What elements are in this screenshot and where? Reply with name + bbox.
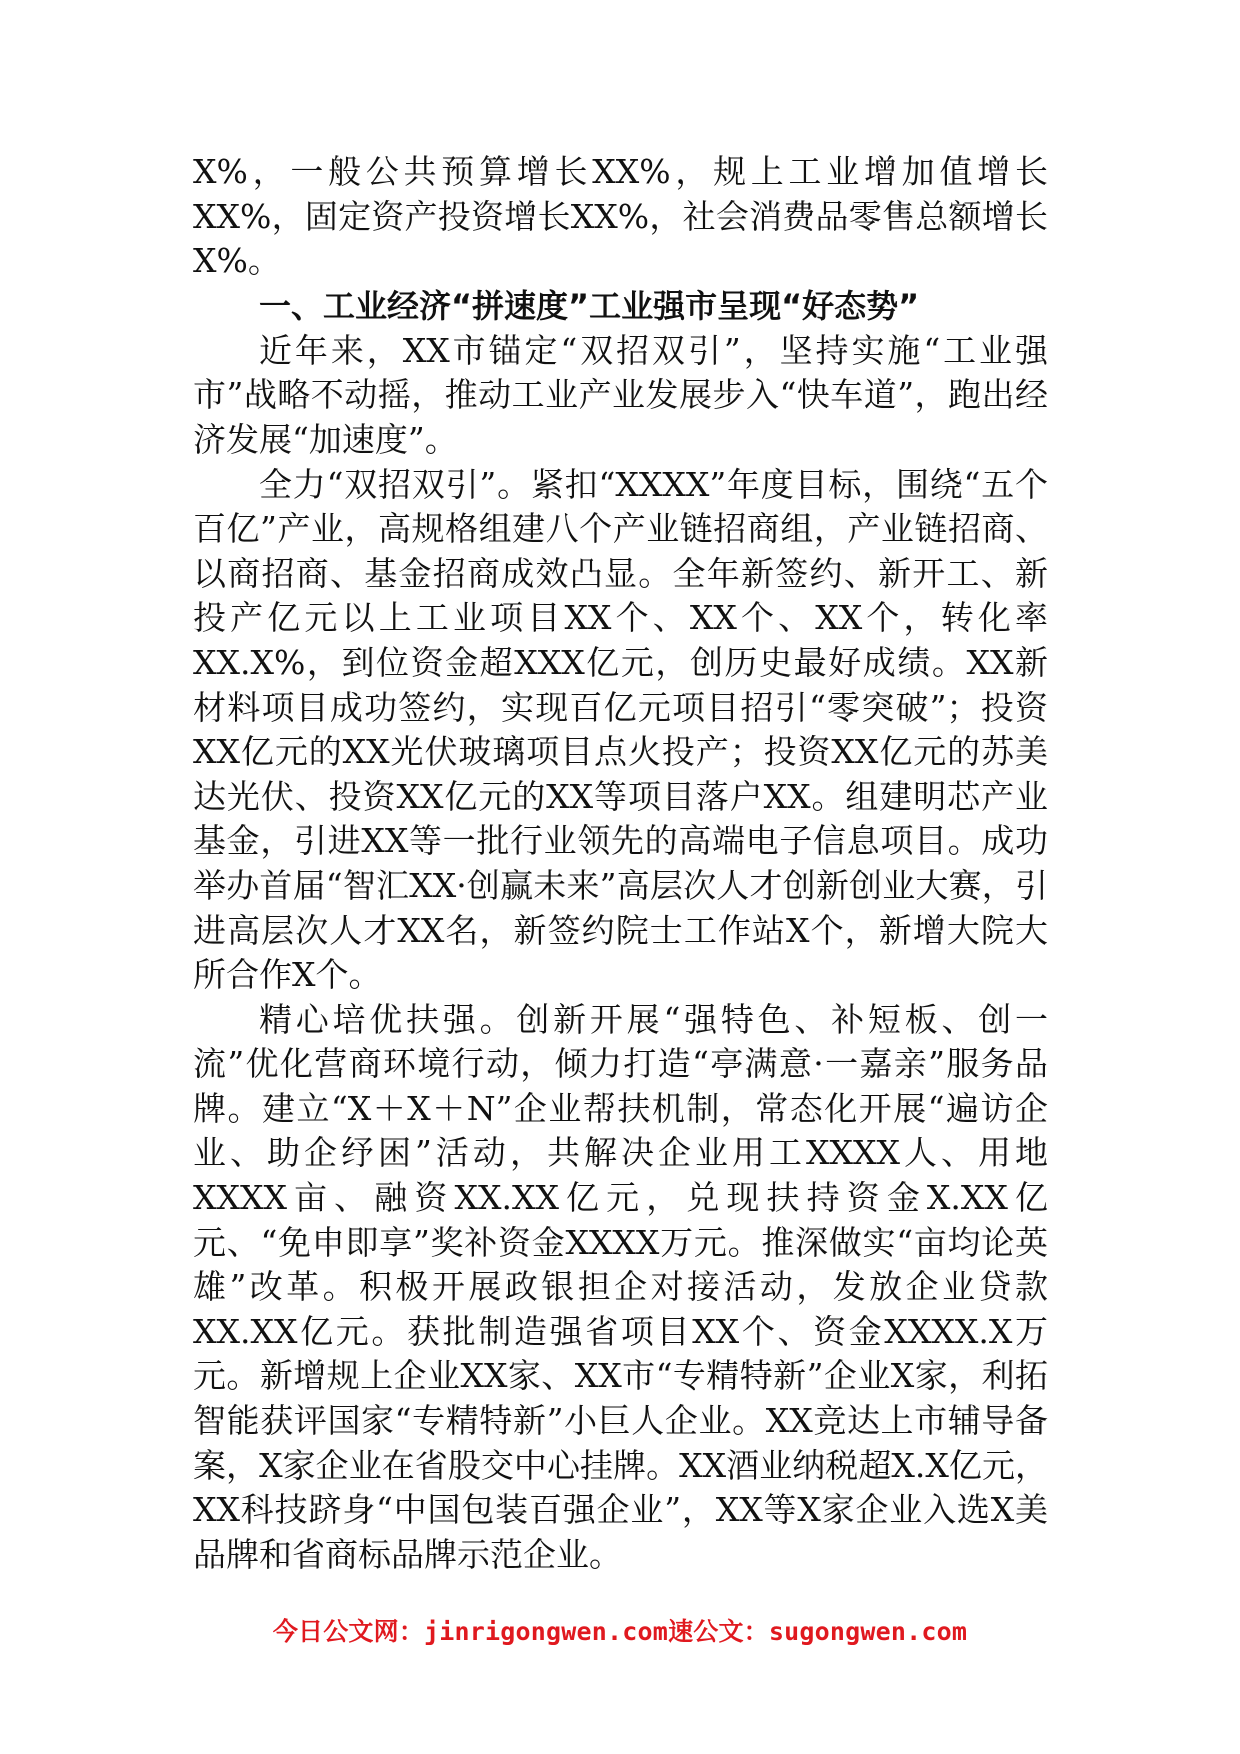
paragraph-enterprise-support: 精心培优扶强。创新开展“强特色、补短板、创一流”优化营商环境行动，倾力打造“亭满意·一嘉亲”服务品牌。建立“X＋X＋N”企业帮扶机制，常态化开展“遍访企业、助企纾困”活动，共解决企业用工XXXX人、用地XXXX亩、融资XX.XX亿元，兑现扶持资金X.XX亿元、“免申即享”奖补资金XXXX万元。推深做实“亩均论英雄”改革。积极开展政银担企对接活动，发放企业贷款XX.XX亿元。获批制造强省项目XX个、资金XXXX.X万元。新增规上企业XX家、XX市“专精特新”企业X家，利拓智能获评国家“专精特新”小巨人企业。XX竞达上市辅导备案，X家企业在省股交中心挂牌。XX酒业纳税超X.X亿元，XX科技跻身“中国包装百强企业”，XX等X家企业入选X美品牌和省商标品牌示范企业。 — [193, 999, 1048, 1574]
paragraph-continued: X%，一般公共预算增长XX%，规上工业增加值增长XX%，固定资产投资增长XX%，社会消费品零售总额增长X%。 — [193, 152, 1048, 281]
footer-site1-label: 今日公文网： — [272, 1617, 425, 1646]
footer-watermark — [0, 1612, 1240, 1648]
paragraph-intro: 近年来，XX市锚定“双招双引”，坚持实施“工业强市”战略不动摇，推动工业产业发展步入“快车道”，跑出经济发展“加速度”。 — [193, 330, 1048, 459]
footer-site1-url[interactable]: jinrigongwen.com — [424, 1617, 669, 1646]
footer-site2-url[interactable]: sugongwen.com — [768, 1617, 968, 1646]
footer-site2-label: 速公文： — [668, 1617, 769, 1646]
paragraph-investment: 全力“双招双引”。紧扣“XXXX”年度目标，围绕“五个百亿”产业，高规格组建八个产业链招商组，产业链招商、以商招商、基金招商成效凸显。全年新签约、新开工、新投产亿元以上工业项目XX个、XX个、XX个，转化率XX.X%，到位资金超XXX亿元，创历史最好成绩。XX新材料项目成功签约，实现百亿元项目招引“零突破”；投资XX亿元的XX光伏玻璃项目点火投产；投资XX亿元的苏美达光伏、投资XX亿元的XX等项目落户XX。组建明芯产业基金，引进XX等一批行业领先的高端电子信息项目。成功举办首届“智汇XX·创赢未来”高层次人才创新创业大赛，引进高层次人才XX名，新签约院士工作站X个，新增大院大所合作X个。 — [193, 464, 1048, 995]
document-body — [193, 150, 1048, 1577]
section-heading: 一、工业经济“拼速度”工业强市呈现“好态势” — [259, 286, 920, 325]
